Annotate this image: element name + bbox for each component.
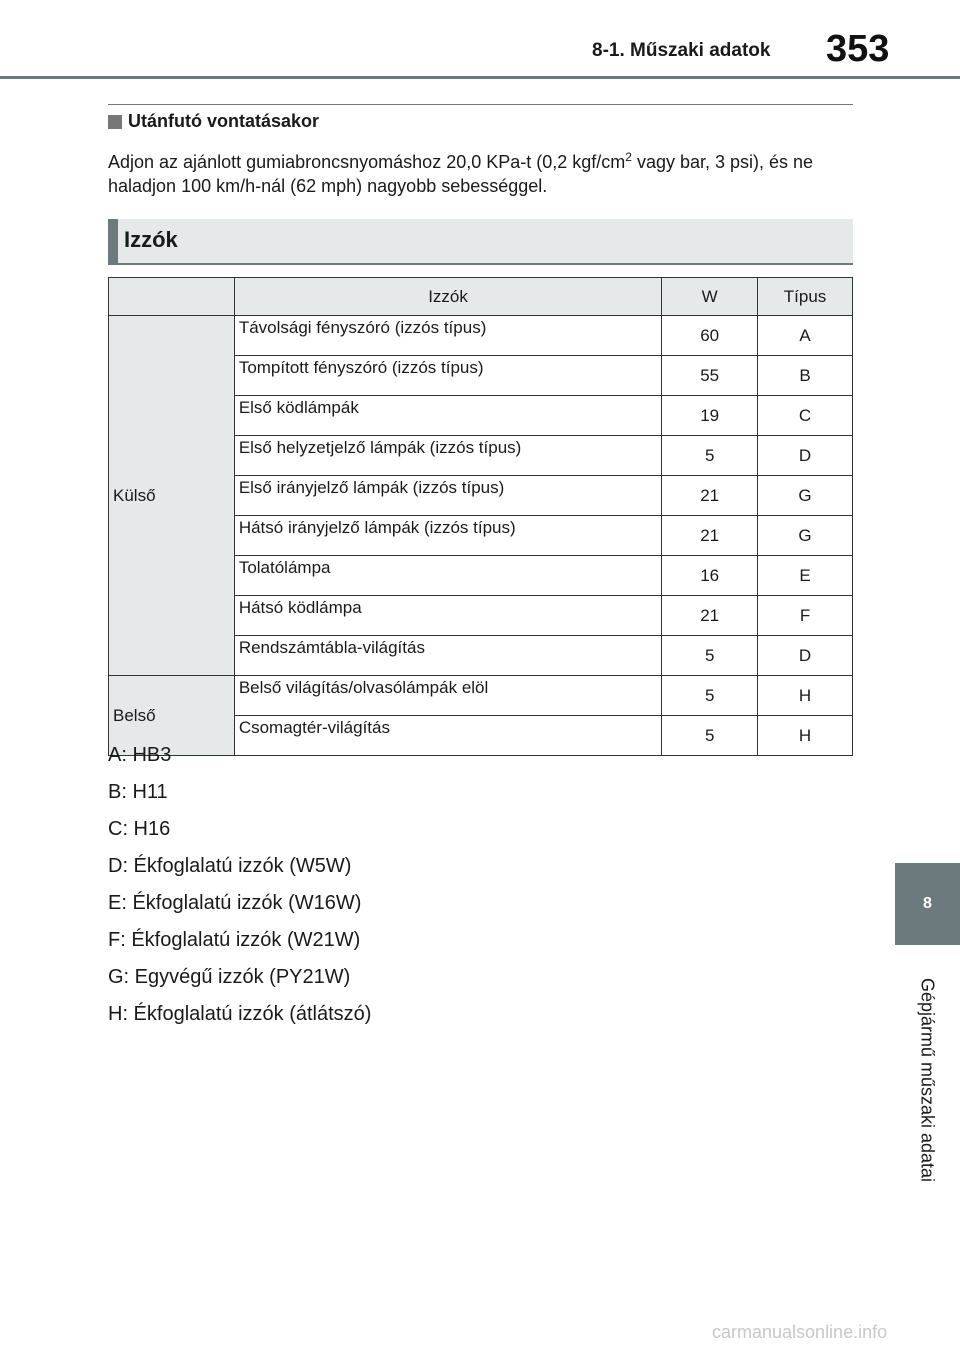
- bulb-type: C: [758, 396, 853, 436]
- chapter-tab: [895, 863, 960, 945]
- legend-item: B: H11: [108, 781, 168, 803]
- legend-item: A: HB3: [108, 744, 172, 766]
- bulb-watt: 5: [662, 636, 758, 676]
- bulb-type: E: [758, 556, 853, 596]
- bulb-watt: 16: [662, 556, 758, 596]
- page-number: 353: [826, 28, 890, 70]
- title-accent-bar: [108, 219, 118, 263]
- table-row: [109, 316, 853, 356]
- legend-item: F: Ékfoglalatú izzók (W21W): [108, 929, 361, 951]
- bulb-watt: 5: [662, 436, 758, 476]
- legend-item: C: H16: [108, 818, 171, 840]
- bulb-name: Rendszámtábla-világítás: [234, 636, 661, 676]
- bulb-name: Belső világítás/olvasólámpák elöl: [234, 676, 661, 716]
- table-row: [109, 676, 853, 716]
- chapter-number: 8: [923, 895, 932, 912]
- legend-item: H: Ékfoglalatú izzók (átlátszó): [108, 1003, 372, 1025]
- bulb-watt: 60: [662, 316, 758, 356]
- bulb-name: Hátsó irányjelző lámpák (izzós típus): [234, 516, 661, 556]
- bulb-watt: 21: [662, 476, 758, 516]
- watermark: carmanualsonline.info: [712, 1322, 888, 1342]
- column-header: Típus: [758, 278, 853, 316]
- bulb-type: H: [758, 716, 853, 756]
- bulbs-section-title: Izzók: [124, 227, 178, 252]
- column-header: W: [662, 278, 758, 316]
- bulb-type: D: [758, 636, 853, 676]
- bulb-name: Távolsági fényszóró (izzós típus): [234, 316, 661, 356]
- towing-heading: [108, 111, 319, 132]
- bulbs-section-title-bar: [108, 219, 853, 265]
- towing-heading-text: Utánfutó vontatásakor: [128, 111, 320, 131]
- bulb-type: A: [758, 316, 853, 356]
- bulb-type: G: [758, 476, 853, 516]
- bulb-type-legend: [108, 740, 371, 1036]
- column-header: Izzók: [234, 278, 661, 316]
- bulb-name: Tolatólámpa: [234, 556, 661, 596]
- chapter-side-label: Gépjármű műszaki adatai: [917, 977, 938, 1183]
- bulbs-table: [108, 277, 853, 756]
- legend-item: E: Ékfoglalatú izzók (W16W): [108, 892, 362, 914]
- bulb-type: G: [758, 516, 853, 556]
- bulb-watt: 21: [662, 516, 758, 556]
- bulb-name: Első ködlámpák: [234, 396, 661, 436]
- bulb-name: Tompított fényszóró (izzós típus): [234, 356, 661, 396]
- bulb-name: Első helyzetjelző lámpák (izzós típus): [234, 436, 661, 476]
- chapter-title: 8-1. Műszaki adatok: [592, 40, 771, 61]
- towing-text-part1: Adjon az ajánlott gumiabroncsnyomáshoz 20,0 KPa-t (0,2 kgf/cm: [108, 152, 626, 172]
- superscript: 2: [625, 150, 632, 164]
- legend-item: D: Ékfoglalatú izzók (W5W): [108, 855, 352, 877]
- column-header: [109, 278, 235, 316]
- bulb-watt: 5: [662, 676, 758, 716]
- square-bullet-icon: [108, 115, 122, 129]
- bulb-name: Csomagtér-világítás: [234, 716, 661, 756]
- bulb-watt: 19: [662, 396, 758, 436]
- towing-paragraph: [108, 145, 853, 198]
- legend-item: G: Egyvégű izzók (PY21W): [108, 966, 351, 988]
- towing-text-part2: vagy bar, 3 psi), és ne haladjon 100 km/h-nál (62 mph) nagyobb sebességgel.: [108, 152, 814, 196]
- bulb-watt: 55: [662, 356, 758, 396]
- group-label-interior: Belső: [109, 676, 235, 756]
- bulb-type: D: [758, 436, 853, 476]
- bulb-name: Első irányjelző lámpák (izzós típus): [234, 476, 661, 516]
- bulb-watt: 5: [662, 716, 758, 756]
- group-label-exterior: Külső: [109, 316, 235, 676]
- bulb-watt: 21: [662, 596, 758, 636]
- bulb-name: Hátsó ködlámpa: [234, 596, 661, 636]
- section-divider: [108, 104, 853, 105]
- table-header-row: [109, 278, 853, 316]
- header-divider: [0, 76, 960, 79]
- bulb-type: B: [758, 356, 853, 396]
- bulb-type: F: [758, 596, 853, 636]
- bulb-type: H: [758, 676, 853, 716]
